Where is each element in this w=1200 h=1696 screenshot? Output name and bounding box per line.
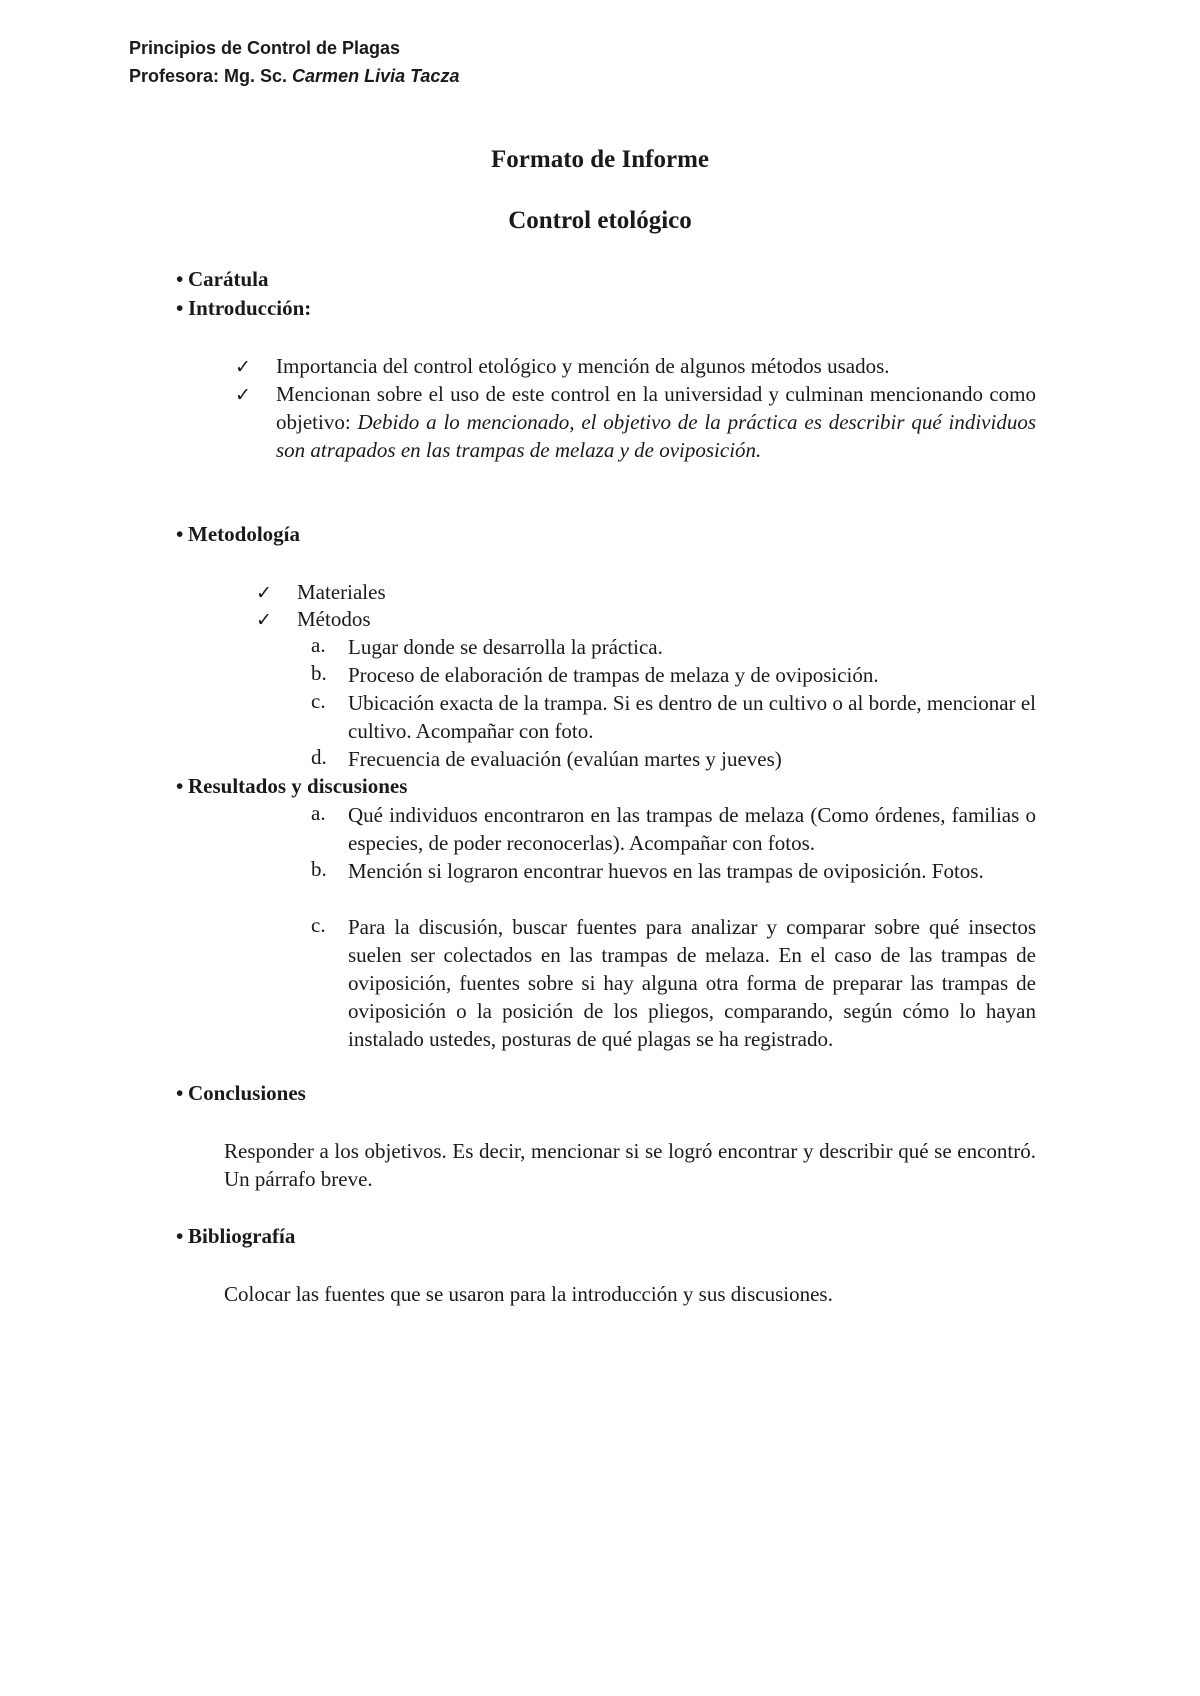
check-icon: ✓: [256, 610, 272, 631]
section-resultados: [176, 774, 408, 799]
intro-item-2: [276, 380, 1036, 464]
metodos-item-c: Ubicación exacta de la trampa. Si es dentro de un cultivo o al borde, mencionar el cultivo. Acompañar con foto.: [348, 691, 1036, 743]
document-subtitle: Control etológico: [508, 207, 692, 234]
professor-line: [129, 66, 459, 87]
metodos-item-d: Frecuencia de evaluación (evalúan martes y jueves): [348, 747, 782, 771]
list-letter: b.: [311, 661, 327, 685]
document-title: Formato de Informe: [491, 146, 709, 173]
check-icon: ✓: [256, 583, 272, 604]
resultados-item-a: Qué individuos encontraron en las trampas de melaza (Como órdenes, familias o especies, de poder reconocerlas). Acompañar con fotos.: [348, 803, 1036, 855]
bullet: •: [176, 774, 184, 798]
professor-prefix: Profesora: Mg. Sc.: [129, 66, 293, 86]
check-icon: ✓: [235, 385, 251, 406]
section-heading: Carátula: [188, 267, 269, 291]
intro-item-2-text: Mencionan sobre el uso de este control en la universidad y culminan mencionando como objetivo:: [276, 382, 1036, 434]
check-icon: ✓: [235, 357, 251, 378]
list-letter: c.: [311, 913, 326, 937]
list-letter: d.: [311, 745, 327, 769]
objective-text: Debido a lo mencionado, el objetivo de la práctica es describir qué individuos son atrapados en las trampas de melaza y de oviposición.: [276, 410, 1036, 462]
intro-item-1: Importancia del control etológico y mención de algunos métodos usados.: [276, 354, 890, 378]
section-metodologia: [176, 522, 300, 547]
section-heading: Conclusiones: [188, 1081, 306, 1105]
list-letter: c.: [311, 689, 326, 713]
bullet: •: [176, 1081, 184, 1105]
bullet: •: [176, 522, 184, 546]
resultados-item-c: Para la discusión, buscar fuentes para analizar y comparar sobre qué insectos suelen ser colectados en las trampas de melaza. En el caso de las trampas de oviposición, fuentes sobre si hay alguna otra forma de preparar las trampas de oviposición o la posición de los pliegos, comparando, según cómo lo hayan instalado ustedes, posturas de qué plagas se ha registrado.: [348, 915, 1036, 1051]
metodos-item-a: Lugar donde se desarrolla la práctica.: [348, 635, 663, 659]
bibliografia-text: Colocar las fuentes que se usaron para la introducción y sus discusiones.: [224, 1282, 833, 1306]
course-name: Principios de Control de Plagas: [129, 38, 401, 58]
section-introduccion: [176, 296, 312, 321]
list-letter: b.: [311, 857, 327, 881]
section-heading: Introducción:: [188, 296, 312, 320]
list-letter: a.: [311, 633, 326, 657]
bullet: •: [176, 267, 184, 291]
section-conclusiones: [176, 1081, 306, 1106]
metodos-item-b: Proceso de elaboración de trampas de melaza y de oviposición.: [348, 663, 879, 687]
list-letter: a.: [311, 801, 326, 825]
bullet: •: [176, 1224, 184, 1248]
professor-name: Carmen Livia Tacza: [292, 66, 460, 86]
bullet: •: [176, 296, 184, 320]
section-caratula: [176, 267, 269, 292]
section-heading: Resultados y discusiones: [188, 774, 408, 798]
section-heading: Bibliografía: [188, 1224, 296, 1248]
conclusiones-text: Responder a los objetivos. Es decir, mencionar si se logró encontrar y describir qué se encontró. Un párrafo breve.: [224, 1139, 1036, 1191]
materiales-item: Materiales: [297, 580, 386, 604]
section-heading: Metodología: [188, 522, 300, 546]
metodos-item: Métodos: [297, 607, 371, 631]
resultados-item-b: Mención si lograron encontrar huevos en las trampas de oviposición. Fotos.: [348, 859, 984, 883]
section-bibliografia: [176, 1224, 296, 1249]
